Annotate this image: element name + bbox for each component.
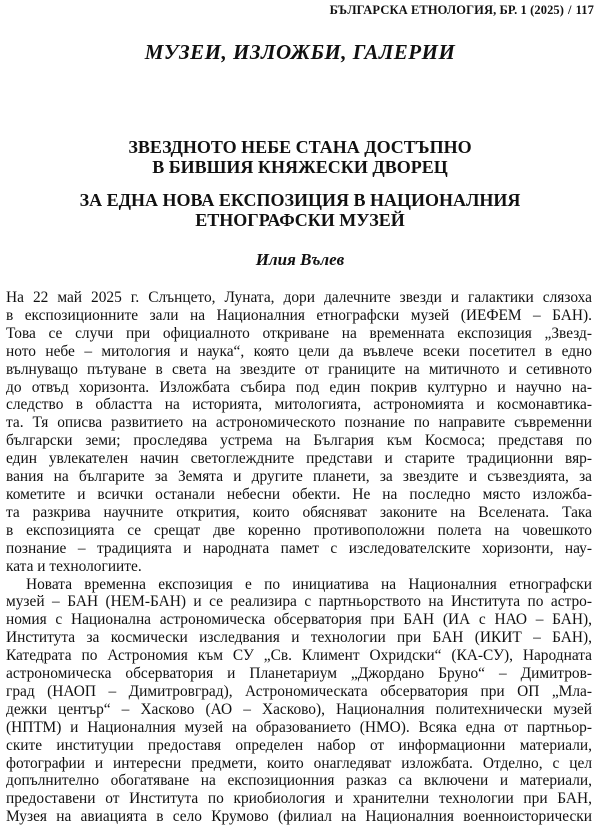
- article-body: [6, 289, 592, 826]
- subtitle-line: ЕТНОГРАФСКИ МУЗЕЙ: [195, 210, 405, 230]
- body-line: следство в областта на историята, митологията, астрономията и космонавтика-: [6, 396, 592, 414]
- subtitle-line: ЗА ЕДНА НОВА ЕКСПОЗИЦИЯ В НАЦИОНАЛНИЯ: [79, 190, 521, 210]
- body-line: в експозиционните зали на Националния етнографски музей (ИЕФЕМ – БАН).: [6, 306, 592, 324]
- body-line: Музея на авиацията в село Крумово (филиал на Националния военноисторически: [6, 808, 592, 826]
- body-line: български земи; проследява устрема на България към Космоса; представя по: [6, 432, 592, 450]
- body-line: вания на българите за Земята и другите планети, за звездите и съзвездията, за: [6, 468, 592, 486]
- body-line: фотографии и интересни предмети, които онагледяват изложбата. Отделно, с цел: [6, 754, 592, 772]
- body-line: в експозицията се срещат две коренно противоположни полета на човешкото: [6, 521, 592, 539]
- article-title: [0, 137, 600, 177]
- body-line: Това се случи при официалното откриване на временната експозиция „Звезд-: [6, 324, 592, 342]
- body-line: ното небе – митология и наука“, която цели да въвлече всеки посетител в едно: [6, 342, 592, 360]
- body-line: град (НАОП – Димитровград), Астрономическата обсерватория при ОП „Мла-: [6, 682, 592, 700]
- body-line: (НПТМ) и Националния музей на образованието (НМО). Всяка една от партньор-: [6, 718, 592, 736]
- running-header: [330, 3, 594, 18]
- body-line: вълнуващо пътуване в света на звездите от границите на митичното и сетивното: [6, 360, 592, 378]
- page-number: 117: [575, 3, 594, 17]
- title-line: ЗВЕЗДНОТО НЕБЕ СТАНА ДОСТЪПНО: [128, 137, 472, 157]
- body-line: допълнително обогатяване на експозиционния разказ са включени и материали,: [6, 772, 592, 790]
- body-line: ските институции предоставя определен набор от информационни материали,: [6, 736, 592, 754]
- body-line: Катедрата по Астрономия към СУ „Св. Климент Охридски“ (КА-СУ), Народната: [6, 647, 592, 665]
- section-title: МУЗЕИ, ИЗЛОЖБИ, ГАЛЕРИИ: [144, 40, 456, 64]
- author-name: Илия Вълев: [255, 250, 345, 269]
- body-line: дежки център“ – Хасково (АО – Хасково), Националния политехнически музей: [6, 700, 592, 718]
- body-line: Новата временна експозиция е по инициатива на Националния етнографски: [26, 575, 592, 593]
- body-line: На 22 май 2025 г. Слънцето, Луната, дори далечните звезди и галактики слязоха: [6, 289, 592, 306]
- body-line: астрономическа обсерватория и Планетариум „Джордано Бруно“ – Димитров-: [6, 665, 592, 683]
- body-line: ката и технологиите.: [6, 557, 142, 575]
- body-line: музей – БАН (НЕМ-БАН) и се реализира с партньорството на Института по астро-: [6, 593, 592, 611]
- body-line: до отвъд хоризонта. Изложбата събира под един покрив културно и научно на-: [6, 378, 592, 396]
- header-separator: /: [568, 3, 572, 17]
- body-line: номия с Национална астрономическа обсерватория при БАН (ИА с НАО – БАН),: [6, 611, 592, 629]
- body-line: та разкрива научните открития, които обясняват законите на Вселената. Така: [6, 503, 592, 521]
- title-line: В БИВШИЯ КНЯЖЕСКИ ДВОРЕЦ: [152, 157, 448, 177]
- journal-name: БЪЛГАРСКА ЕТНОЛОГИЯ, БР. 1 (2025): [329, 3, 565, 17]
- body-line: познание – традицията и народната памет с изследователските хоризонти, нау-: [6, 539, 592, 557]
- body-line: Института за космически изследвания и технологии при БАН (ИКИТ – БАН),: [6, 629, 592, 647]
- body-line: предоставени от Института по криобиология и хранителни технологии при БАН,: [6, 790, 592, 808]
- article-subtitle: [0, 190, 600, 230]
- body-line: та. Тя описва развитието на астрономическото познание по направите съвременни: [6, 414, 592, 432]
- body-line: кометите и всички останали небесни обекти. Не на последно място изложба-: [6, 485, 592, 503]
- body-line: един увлекателен начин светоглеждните представи и старите традиционни вяр-: [6, 450, 592, 468]
